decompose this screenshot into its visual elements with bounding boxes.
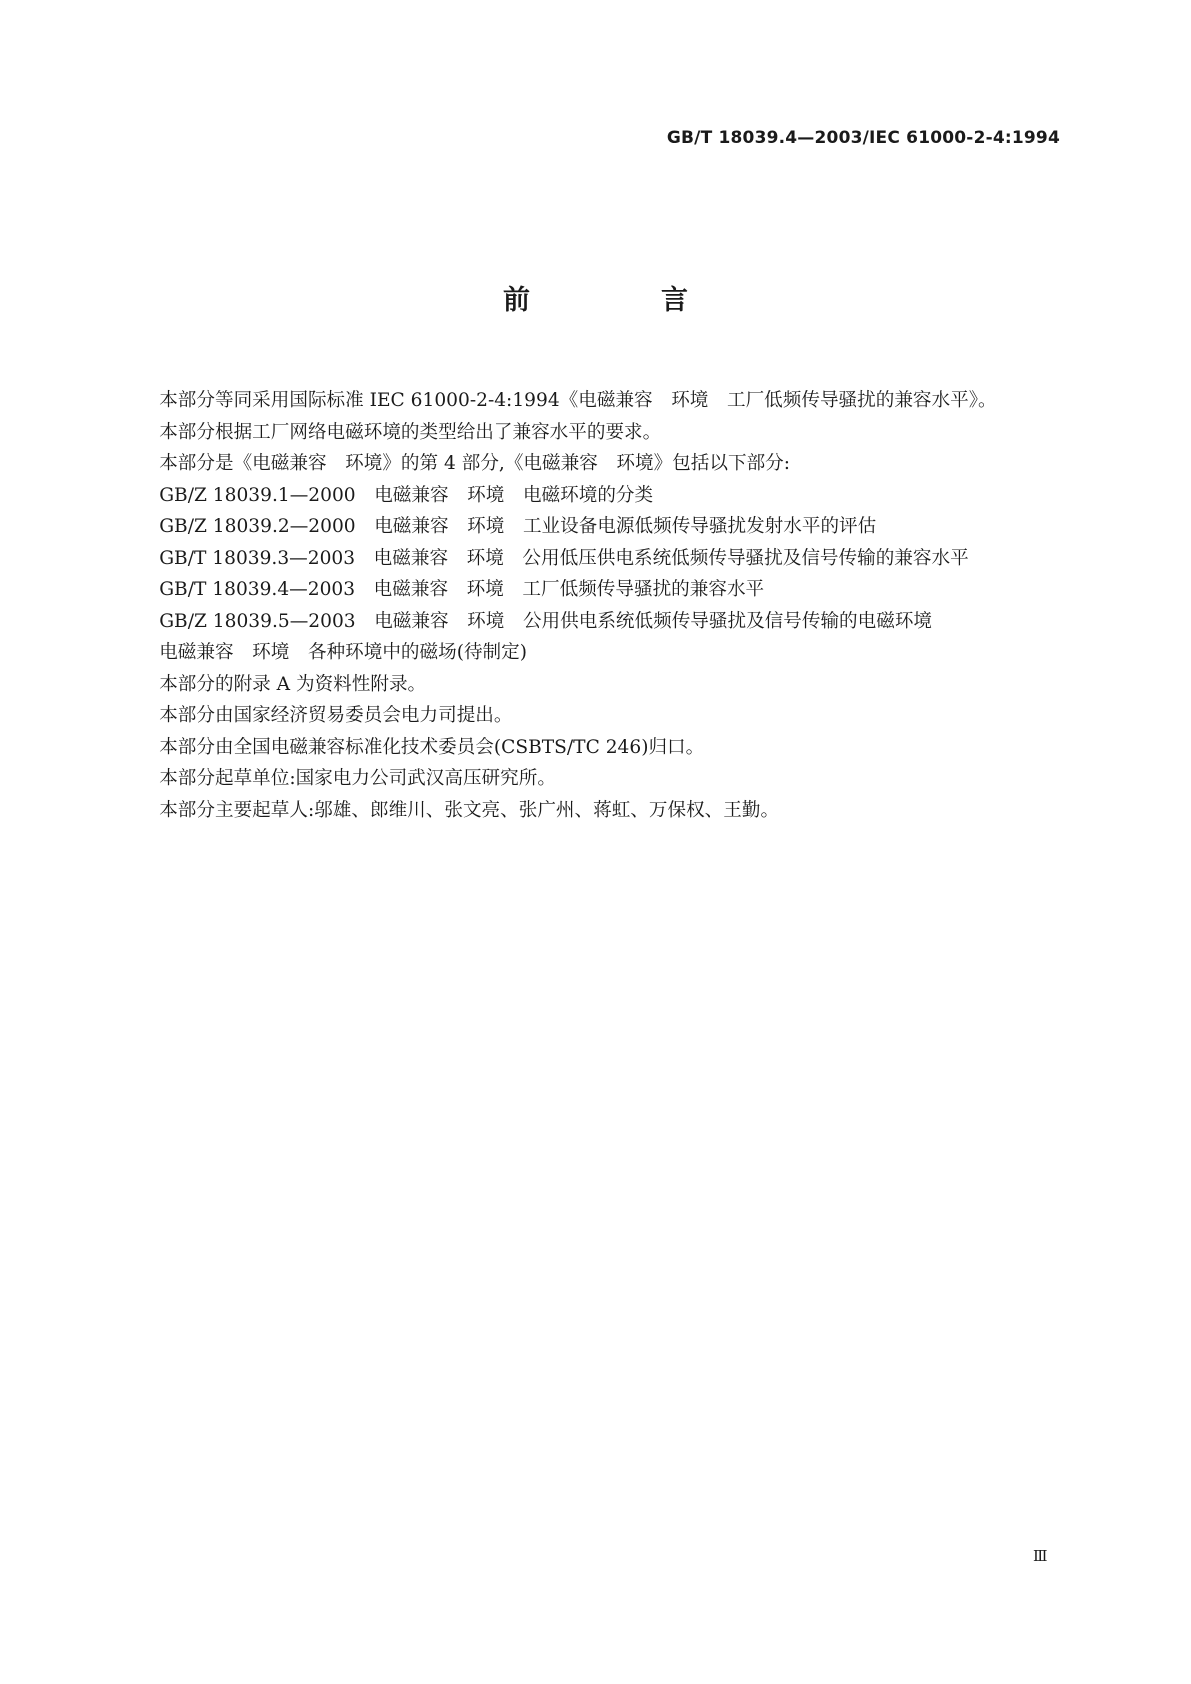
paragraph-adoption-statement: 本部分等同采用国际标准 IEC 61000-2-4:1994《电磁兼容 环境 工厂低频传导骚扰的兼容水平》。 bbox=[159, 390, 997, 411]
paragraph-series-intro: 本部分是《电磁兼容 环境》的第 4 部分,《电磁兼容 环境》包括以下部分: bbox=[159, 453, 791, 474]
page-title: 前 言 bbox=[503, 285, 740, 316]
paragraph-annex: 本部分的附录 A 为资料性附录。 bbox=[159, 673, 427, 695]
series-part-5: GB/Z 18039.5—2003 电磁兼容 环境 公用供电系统低频传导骚扰及信号传输的电磁环境 bbox=[159, 610, 933, 632]
paragraph-scope: 本部分根据工厂网络电磁环境的类型给出了兼容水平的要求。 bbox=[159, 421, 662, 443]
series-part-1: GB/Z 18039.1—2000 电磁兼容 环境 电磁环境的分类 bbox=[159, 484, 654, 506]
paragraph-committee: 本部分由全国电磁兼容标准化技术委员会(CSBTS/TC 246)归口。 bbox=[159, 736, 705, 758]
paragraph-drafting-unit: 本部分起草单位:国家电力公司武汉高压研究所。 bbox=[159, 768, 556, 789]
series-part-2: GB/Z 18039.2—2000 电磁兼容 环境 工业设备电源低频传导骚扰发射水平的评估 bbox=[159, 516, 877, 537]
standard-code-header: GB/T 18039.4—2003/IEC 61000-2-4:1994 bbox=[666, 128, 1060, 148]
paragraph-proposer: 本部分由国家经济贸易委员会电力司提出。 bbox=[159, 705, 513, 726]
page-number: Ⅲ bbox=[1033, 1547, 1047, 1565]
paragraph-drafters: 本部分主要起草人:邬雄、郎维川、张文亮、张广州、蒋虹、万保权、王勤。 bbox=[159, 799, 780, 821]
foreword-body bbox=[122, 385, 1062, 826]
series-part-4: GB/T 18039.4—2003 电磁兼容 环境 工厂低频传导骚扰的兼容水平 bbox=[159, 579, 765, 600]
series-part-pending: 电磁兼容 环境 各种环境中的磁场(待制定) bbox=[159, 642, 527, 663]
series-part-3: GB/T 18039.3—2003 电磁兼容 环境 公用低压供电系统低频传导骚扰及信号传输的兼容水平 bbox=[159, 547, 969, 569]
